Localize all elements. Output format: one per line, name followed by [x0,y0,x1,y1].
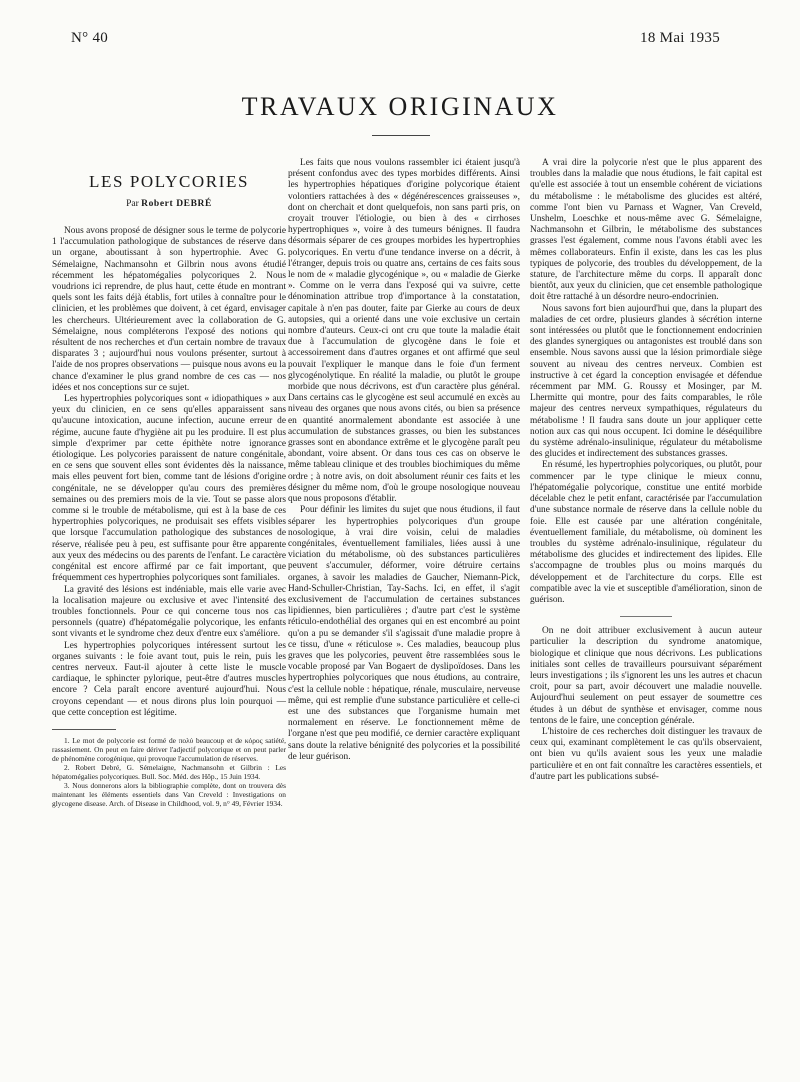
footnote-1: 1. Le mot de polycorie est formé de πολύ beaucoup et de κόρος satiété, rassasiement. On peut en faire dériver l'adjectif polycorique et on peut parler de phénomène corogénique, qui provoque l'accumulation de réserves. [52,735,286,763]
paragraph-5: Les faits que nous voulons rassembler ici étaient jusqu'à présent confondus avec des types morbides différents. Ainsi les hypertrophies hépatiques d'origine polycorique étaient volontiers rattachées à des « dégénérescences graisseuses », dont on cherchait et dont quelquefois, non sans parti pris, on croyait trouver l'étiologie, ou bien à des « cirrhoses hypertrophiques », voire à des tumeurs bénignes. Il faudra désormais séparer de ces groupes morbides les hypertrophies polycoriques. En vertu d'une tendance inverse on a décrit, à l'étranger, depuis trois ou quatre ans, certains de ces faits sous le nom de « maladie glycogénique », ou « maladie de Gierke ». Comme on le verra dans l'exposé qui va suivre, cette dénomination attribue trop d'importance à la constatation, capitale à n'en pas douter, faite par Gierke au cours de deux autopsies, qui a orienté dans une voie exclusive un certain nombre d'auteurs. Ceux-ci ont cru que toute la maladie était due à l'accumulation de glycogène dans le foie et accessoirement dans d'autres organes et ont affirmé que seul pouvait l'expliquer le manque dans le foie d'un ferment glycogénolytique. En réalité la maladie, ou plutôt le groupe morbide que nous décrivons, est d'un caractère plus général. Dans certains cas le glycogène est seul accumulé en excès au niveau des organes que nous avons cités, ou bien sa présence en quantité anormalement abondante est associée à une accumulation de substances grasses, ou bien les substances grasses sont en abondance extrême et le glycogène paraît peu abondant, voire absent. Or dans tous ces cas on observe le même tableau clinique et des troubles biochimiques du même ordre ; à notre avis, on doit absolument réunir ces faits et les désigner du même nom, d'où le groupe nosologique nouveau que nous proposons d'établir. [288,158,520,505]
paragraph-11: L'histoire de ces recherches doit distinguer les travaux de ceux qui, examinant complètement le cas qu'ils observaient, ont bien vu qu'ils avaient sous les yeux une maladie particulière et en ont fait connaître les caractères essentiels, et d'autre part les publications subsé- [530,726,762,782]
section-title: TRAVAUX ORIGINAUX [241,92,559,121]
column-1 [52,226,286,808]
paragraph-4: Les hypertrophies polycoriques intéressent surtout les organes suivants : le foie avant tout, puis le rein, puis les centres nerveux. Faut-il ajouter à cette liste le muscle cardiaque, le sphincter pylorique, peut-être d'autres muscles encore ? Cela paraît encore aventuré aujourd'hui. Nous croyons cependant — et nous dirons plus loin pourquoi — que cette conception est légitime. [52,640,286,718]
section-title-rule [372,135,430,136]
footnote-rule [52,729,116,730]
paragraph-2: Les hypertrophies polycoriques sont « idiopathiques » aux yeux du clinicien, en ce sens qu'elles apparaissent sans qu'aucune intoxication, aucune infection, aucune erreur de régime, aucune faute d'hygiène ait pu les produire. Il est plus simple d'exprimer par cette épithète notre ignorance étiologique. Les polycories paraissent de nature congénitale, en ce sens que souvent elles sont évidentes dès la naissance, mais elles peuvent fort bien, comme tant de lésions d'origine congénitale, ne se développer qu'au cours des premières semaines ou des premiers mois de la vie. Tout se passe alors comme si le trouble de métabolisme, qui est à la base de ces hypertrophies polycoriques, ne produisait ses effets visibles que lorsque l'accumulation pathologique des substances de réserve, réalisée peu à peu, est suffisante pour être apparente aux yeux des médecins ou des parents de l'enfant. Le caractère congénital est encore affirmé par ce fait important, que fréquemment ces hypertrophies polycoriques sont familiales. [52,394,286,584]
section-separator [620,616,672,617]
paragraph-10: On ne doit attribuer exclusivement à aucun auteur particulier la description du syndrome anatomique, biologique et clinique que nous décrivons. Les publications initiales sont celles de travailleurs poursuivant séparément leurs investigations ; ils s'ignorent les uns les autres et chacun croit, pour sa part, avoir découvert une maladie nouvelle. Aujourd'hui seulement on peut essayer de soumettre ces études à un début de synthèse et envisager, comme nous tentons de le faire, une conception générale. [530,626,762,726]
byline-prefix: Par [126,199,139,209]
article-title: LES POLYCORIES [88,172,250,191]
byline [52,199,286,209]
column-3 [530,158,762,783]
paragraph-3: La gravité des lésions est indéniable, mais elle varie avec la localisation majeure ou exclusive et avec l'intensité des troubles fonctionnels. Pour ce qui concerne tous nos cas personnels (quatre) d'hépatomégalie polycorique, les enfants sont vivants et le syndrome chez deux d'entre eux s'améliore. [52,584,286,640]
footnote-3: 3. Nous donnerons alors la bibliographie complète, dont on trouvera dès maintenant les éléments essentiels dans Van Creveld : Investigations on glycogene disease. Arch. of Disease in Childhood, vol. 9, n° 49, Février 1934. [52,781,286,809]
column-2 [288,158,520,763]
paragraph-6: Pour définir les limites du sujet que nous étudions, il faut séparer les hypertrophies polycoriques d'un groupe nosologique, à vrai dire voisin, celui de maladies congénitales, éventuellement familiales, liées aussi à une viciation du métabolisme, où des substances particulières peuvent s'accumuler, déformer, voire détruire certains organes, à savoir les maladies de Gaucher, Niemann-Pick, Hand-Schuller-Christian, Tay-Sachs. Ici, en effet, il s'agit exclusivement de l'accumulation de certaines substances lipidiennes, bien particulières ; d'autre part c'est le système réticulo-endothélial des organes qui en est encombré au point qu'on a pu se demander s'il s'agissait d'une maladie propre à ce tissu, d'une « réticulose ». Ces maladies, beaucoup plus graves que les polycories, peuvent être rassemblées sous le vocable proposé par Van Bogaert de dyslipoïdoses. Dans les hypertrophies polycoriques que nous étudions, au contraire, c'est la cellule noble : hépatique, rénale, musculaire, nerveuse même, qui est remplie d'une substance particulière et celle-ci est une des substances que l'organisme humain met normalement en réserve. Le fonctionnement même de l'organe n'est que peu modifié, ce dernier caractère expliquant sans doute la relative bénignité des polycories et la possibilité de leur guérison. [288,505,520,762]
paragraph-7: A vrai dire la polycorie n'est que le plus apparent des troubles dans la maladie que nous étudions, le fait capital est qu'elle est associée à tout un ensemble cohérent de viciations du métabolisme : le métabolisme des glucides est altéré, comme l'ont bien vu Parnass et Wagner, Van Creveld, Unshelm, Loeschke et nous-même avec G. Sémelaigne, Nachmansohn et Gilbrin, le métabolisme des substances grasses l'est également, comme nous l'avons établi avec les mêmes collaborateurs. Enfin il existe, dans les cas les plus typiques de polycorie, des troubles du développement, de la stature, de l'architecture même du corps. Il apparaît donc bientôt, aux yeux du clinicien, que cet ensemble pathologique doit être rattaché à un désordre neuro-endocrinien. [530,158,762,303]
issue-date: 18 Mai 1935 [640,30,720,46]
paragraph-8: Nous savons fort bien aujourd'hui que, dans la plupart des maladies de cet ordre, plusieurs glandes à sécrétion interne sont intéressées ou plutôt que le fonctionnement endocrinien des glandes synergiques ou antagonistes est troublé dans son ensemble. Nous savons aussi que la lésion primordiale siège souvent au niveau des centres nerveux. Combien est instructive à cet égard la conception envisagée et défendue récemment par MM. G. Roussy et Mosinger, par M. Lhermitte qui montre, pour des faits comparables, le rôle majeur des centres nerveux sympathiques, régulateurs du métabolisme ! Il faudra sans doute un jour appliquer cette notion aux cas qui nous occupent. Ici domine le déséquilibre du système adrénalo-insulinique, régulateur du métabolisme des glucides et indirectement des substances grasses. [530,303,762,460]
page-number: N° 40 [71,30,109,46]
footnote-2: 2. Robert Debré, G. Sémelaigne, Nachmansohn et Gilbrin : Les hépatomégalies polycoriques. Bull. Soc. Méd. des Hôp., 15 Juin 1934. [52,763,286,782]
paragraph-9: En résumé, les hypertrophies polycoriques, ou plutôt, pour commencer par le type clinique le mieux connu, l'hépatomégalie polycorique, constitue une entité morbide décelable chez le petit enfant, caractérisée par l'accumulation d'une substance normale de réserve dans la cellule noble du foie. Elle est causée par une altération congénitale, éventuellement familiale, du métabolisme, où dominent les troubles du système adrénalo-insulinique, régulateur du métabolisme des glucides et indirectement des lipides. Elle s'accompagne de troubles plus ou moins marqués du développement et de l'architecture du corps. Elle est compatible avec la vie et susceptible d'amélioration, sinon de guérison. [530,460,762,605]
author-name: Robert DEBRÉ [141,199,212,209]
paragraph-1: Nous avons proposé de désigner sous le terme de polycorie 1 l'accumulation pathologique de substances de réserve dans un organe, aboutissant à son hypertrophie. Avec G. Sémelaigne, Nachmansohn et Gilbrin nous avons étudié récemment les hépatomégalies polycoriques 2. Nous voudrions ici reprendre, de plus haut, cette étude en montrant quels sont les faits déjà établis, fort utiles à connaître pour le clinicien, et les problèmes que doivent, à cet égard, envisager les chercheurs. Ultérieurement avec la collaboration de G. Sémelaigne, nous compléterons l'exposé des notions qui résultent de nos recherches et d'un certain nombre de travaux disparates 3 ; aujourd'hui nous voulons présenter, surtout à l'aide de nos propres observations — puisque nous avons eu la chance d'examiner le plus grand nombre de ces cas — nos idées et nos conceptions sur ce sujet. [52,226,286,393]
